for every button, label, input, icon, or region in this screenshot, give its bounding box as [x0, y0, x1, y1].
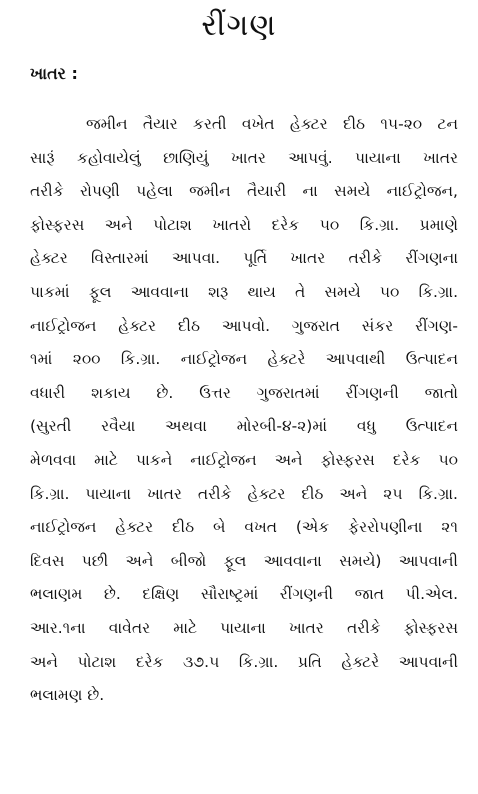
paragraph-line: આર.૧ના વાવેતર માટે પાયાના ખાતર તરીકે ફોસ્ફરસ	[30, 618, 458, 637]
paragraph-line: ફોસ્ફરસ અને પોટાશ ખાતરો દરેક ૫૦ કિ.ગ્રા. પ્રમાણે	[30, 215, 458, 234]
paragraph-line: (સુરતી રવૈયા અથવા મોરબી-૪-૨)માં વધુ ઉત્પાદન	[30, 417, 458, 436]
paragraph-line: નાઈટ્રોજન હેક્ટર દીઠ આપવો. ગુજરાત સંકર રીંગણ-	[30, 316, 458, 335]
paragraph-line: નાઈટ્રોજન હેક્ટર દીઠ બે વખત (એક ફેરરોપણીના ૨૧	[30, 518, 458, 537]
paragraph-line: ભલામણ છે.	[30, 686, 105, 705]
paragraph	[30, 108, 458, 713]
paragraph-line: ભલાણમ છે. દક્ષિણ સૌરાષ્ટ્રમાં રીંગણની જાત પી.એલ.	[30, 585, 458, 604]
paragraph-line: મેળવવા માટે પાકને નાઈટ્રોજન અને ફોસ્ફરસ દરેક ૫૦	[30, 450, 458, 469]
page-title: રીંગણ	[201, 8, 277, 43]
paragraph-line: હેક્ટર વિસ્તારમાં આપવા. પૂર્તિ ખાતર તરીકે રીંગણના	[30, 249, 458, 268]
paragraph-line: વધારી શકાય છે. ઉત્તર ગુજરાતમાં રીંગણની જાતો	[30, 383, 458, 402]
paragraph-line: દિવસ પછી અને બીજો ફૂલ આવવાના સમયે) આપવાની	[30, 551, 458, 570]
paragraph-line: પાકમાં ફૂલ આવવાના શરૂ થાય તે સમયે ૫૦ કિ.ગ્રા.	[30, 282, 458, 301]
paragraph-line: કિ.ગ્રા. પાયાના ખાતર તરીકે હેક્ટર દીઠ અને ૨૫ કિ.ગ્રા.	[30, 484, 458, 503]
paragraph-line: ૧માં ૨૦૦ કિ.ગ્રા. નાઈટ્રોજન હેક્ટરે આપવાથી ઉત્પાદન	[30, 350, 458, 369]
section-heading: ખાતર :	[30, 64, 78, 83]
paragraph-line: અને પોટાશ દરેક ૩૭.૫ કિ.ગ્રા. પ્રતિ હેક્ટરે આપવાની	[30, 652, 458, 671]
paragraph-line: તરીકે રોપણી પહેલા જમીન તૈયારી ના સમયે નાઈટ્રોજન,	[30, 182, 458, 201]
paragraph-line: સારૂં કહોવાયેલું છાણિયું ખાતર આપવું. પાયાના ખાતર	[30, 148, 458, 167]
paragraph-line: જમીન તૈયાર કરતી વખેત હેક્ટર દીઠ ૧૫-૨૦ ટન	[86, 115, 458, 133]
